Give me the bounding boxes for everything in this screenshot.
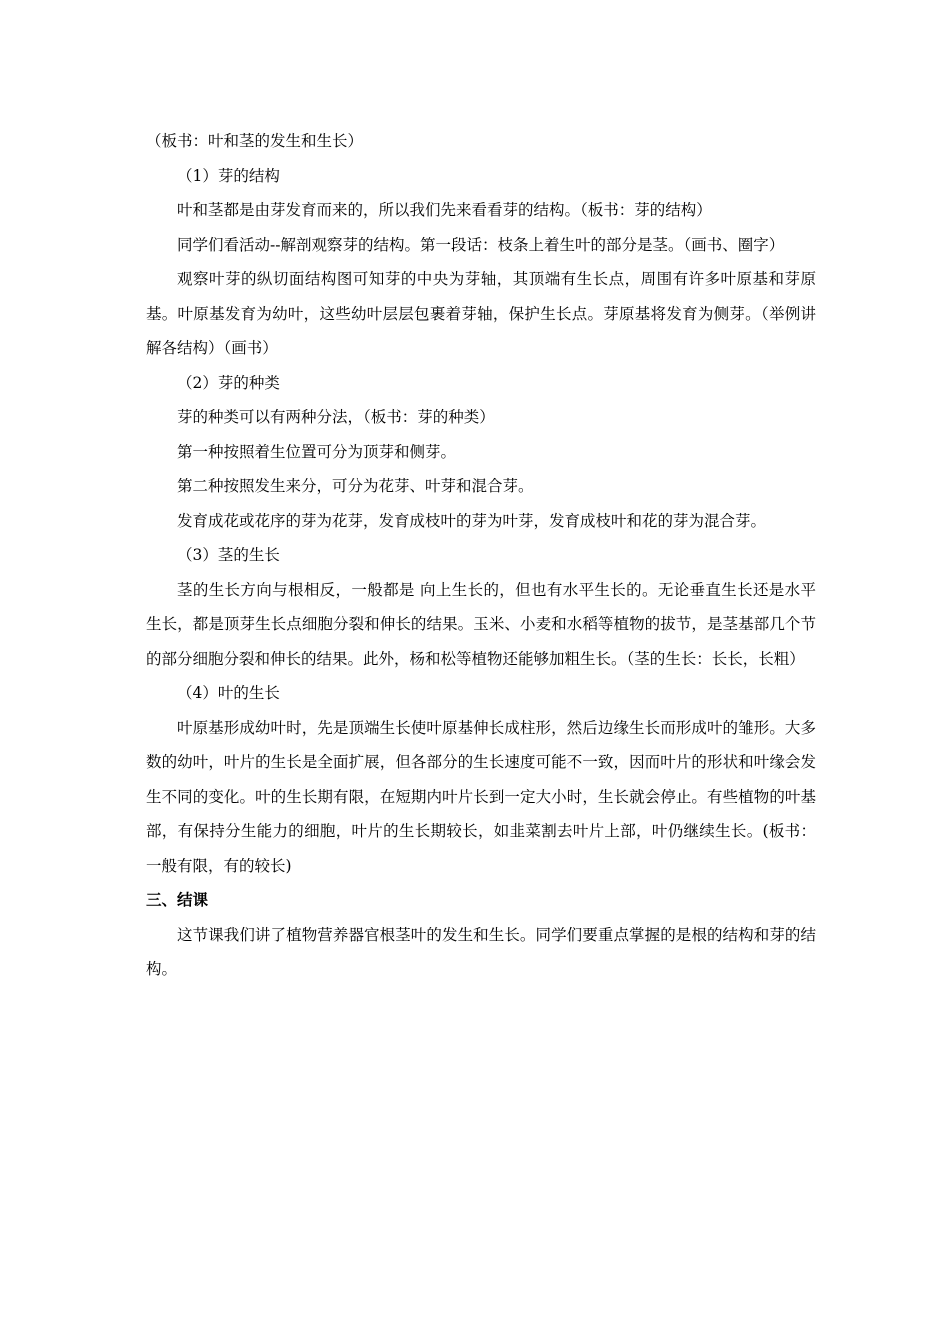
paragraph-bud-types-definition: 发育成花或花序的芽为花芽，发育成枝叶的芽为叶芽，发育成枝叶和花的芽为混合芽。 bbox=[177, 511, 767, 530]
document-body bbox=[146, 124, 816, 987]
section-stem-growth-title: （3）茎的生长 bbox=[177, 546, 280, 564]
paragraph-bud-types-intro: 芽的种类可以有两种分法，（板书：芽的种类） bbox=[177, 408, 495, 426]
paragraph-conclusion: 这节课我们讲了植物营养器官根茎叶的发生和生长。同学们要重点掌握的是根的结构和芽的结构。 bbox=[146, 925, 816, 978]
paragraph-leaf-growth: 叶原基形成幼叶时，先是顶端生长使叶原基伸长成柱形，然后边缘生长而形成叶的雏形。大多数的幼叶，叶片的生长是全面扩展，但各部分的生长速度可能不一致，因而叶片的形状和叶缘会发生不同的变化。叶的生长期有限，在短期内叶片长到一定大小时，生长就会停止。有些植物的叶基部，有保持分生能力的细胞，叶片的生长期较长，如韭菜割去叶片上部，叶仍继续生长。(板书：一般有限，有的较长) bbox=[146, 718, 816, 875]
paragraph-bud-intro: 叶和茎都是由芽发育而来的，所以我们先来看看芽的结构。（板书：芽的结构） bbox=[177, 201, 712, 219]
section-bud-types-title: （2）芽的种类 bbox=[177, 373, 280, 392]
paragraph-leaf-bud-structure: 观察叶芽的纵切面结构图可知芽的中央为芽轴，其顶端有生长点，周围有许多叶原基和芽原基。叶原基发育为幼叶，这些幼叶层层包裹着芽轴，保护生长点。芽原基将发育为侧芽。（举例讲解各结构）（画书） bbox=[146, 270, 816, 357]
paragraph-activity: 同学们看活动--解剖观察芽的结构。第一段话：枝条上着生叶的部分是茎。（画书、圈字） bbox=[177, 235, 785, 254]
section-leaf-growth-title: （4）叶的生长 bbox=[177, 684, 280, 702]
section-bud-structure-title: （1）芽的结构 bbox=[177, 166, 280, 185]
paragraph-bud-types-second: 第二种按照发生来分，可分为花芽、叶芽和混合芽。 bbox=[177, 477, 534, 495]
paragraph-stem-growth: 茎的生长方向与根相反，一般都是 向上生长的，但也有水平生长的。无论垂直生长还是水平生长，都是顶芽生长点细胞分裂和伸长的结果。玉米、小麦和水稻等植物的拔节，是茎基部几个节的部分细胞分裂和伸长的结果。此外，杨和松等植物还能够加粗生长。（茎的生长：长长，长粗） bbox=[146, 580, 816, 668]
board-note-title: （板书：叶和茎的发生和生长） bbox=[146, 132, 364, 150]
section-conclusion-heading: 三、结课 bbox=[146, 891, 209, 909]
paragraph-bud-types-first: 第一种按照着生位置可分为顶芽和侧芽。 bbox=[177, 442, 457, 461]
